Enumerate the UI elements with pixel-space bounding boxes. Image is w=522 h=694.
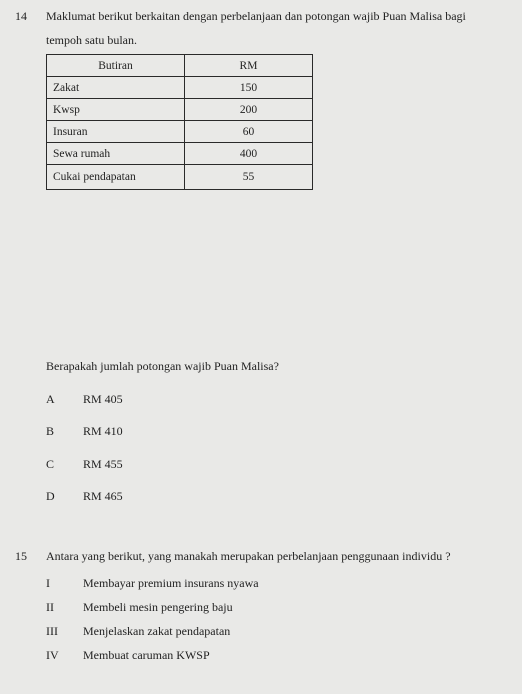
statement-i-number: I — [46, 576, 50, 590]
statement-iv-number: IV — [46, 648, 59, 662]
option-a-text[interactable]: RM 405 — [83, 392, 123, 406]
table-cell-amount: 60 — [185, 121, 313, 143]
question-15-stem: Antara yang berikut, yang manakah merupakan perbelanjaan penggunaan individu ? — [46, 549, 451, 563]
table-row — [47, 77, 313, 99]
table-header-rm: RM — [185, 55, 313, 77]
option-d-letter[interactable]: D — [46, 489, 55, 503]
table-header-row — [47, 55, 313, 77]
statement-i-text: Membayar premium insurans nyawa — [83, 576, 259, 590]
statement-iii-text: Menjelaskan zakat pendapatan — [83, 624, 231, 638]
table-cell-item: Sewa rumah — [47, 143, 185, 165]
table-header-butiran: Butiran — [47, 55, 185, 77]
option-c-text[interactable]: RM 455 — [83, 457, 123, 471]
statement-iii-number: III — [46, 624, 58, 638]
question-14-stem: Berapakah jumlah potongan wajib Puan Malisa? — [46, 359, 279, 373]
statement-ii-number: II — [46, 600, 54, 614]
question-14-number: 14 — [15, 9, 27, 23]
table-cell-item: Cukai pendapatan — [47, 165, 185, 190]
option-b-text[interactable]: RM 410 — [83, 424, 123, 438]
option-b-letter[interactable]: B — [46, 424, 55, 438]
expense-table — [46, 54, 313, 190]
question-15-number: 15 — [15, 549, 27, 563]
table-row — [47, 99, 313, 121]
question-14-intro-line1: Maklumat berikut berkaitan dengan perbelanjaan dan potongan wajib Puan Malisa bagi — [46, 9, 466, 23]
question-14-intro-line2: tempoh satu bulan. — [46, 33, 137, 47]
table-cell-item: Kwsp — [47, 99, 185, 121]
statement-ii-text: Membeli mesin pengering baju — [83, 600, 233, 614]
statement-iv-text: Membuat caruman KWSP — [83, 648, 210, 662]
table-row — [47, 165, 313, 190]
option-a-letter[interactable]: A — [46, 392, 55, 406]
option-d-text[interactable]: RM 465 — [83, 489, 123, 503]
table-cell-amount: 150 — [185, 77, 313, 99]
option-c-letter[interactable]: C — [46, 457, 55, 471]
table-cell-item: Zakat — [47, 77, 185, 99]
table-cell-item: Insuran — [47, 121, 185, 143]
table-cell-amount: 55 — [185, 165, 313, 190]
table-cell-amount: 400 — [185, 143, 313, 165]
table-row — [47, 143, 313, 165]
table-cell-amount: 200 — [185, 99, 313, 121]
table-row — [47, 121, 313, 143]
